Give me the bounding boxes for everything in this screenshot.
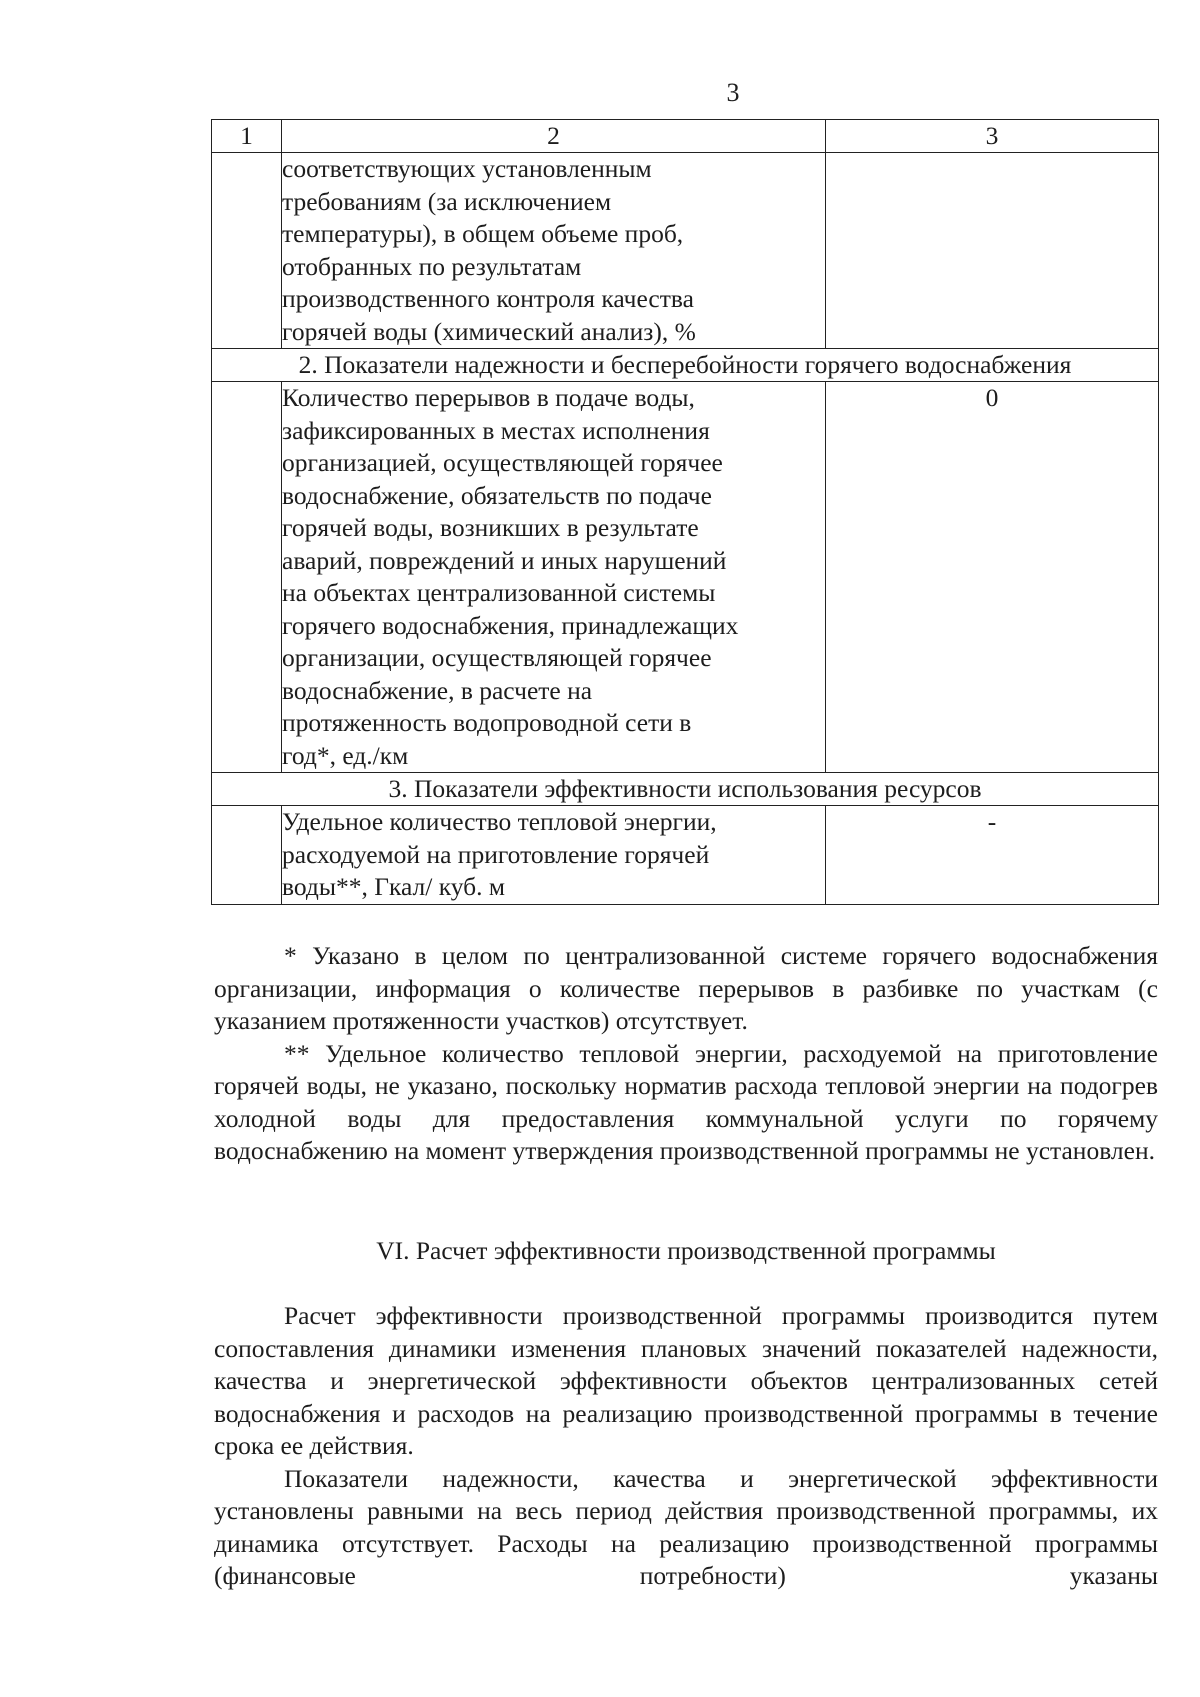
table-header-row [212, 120, 1159, 153]
section-heading-efficiency: 3. Показатели эффективности использования ресурсов [212, 773, 1159, 806]
indicator-description: соответствующих установленным требованиям (за исключением температуры), в общем объеме проб, отобранных по результатам производственного контроля качества горячей воды (химический анализ), % [282, 153, 826, 349]
indicator-value: 0 [826, 382, 1159, 773]
header-cell-2: 2 [282, 120, 826, 153]
section-title: VI. Расчет эффективности производственной программы [376, 1236, 996, 1265]
row-number-cell [212, 806, 282, 905]
table-row [212, 382, 1159, 773]
footnotes [214, 940, 1158, 1168]
paragraph-1: Расчет эффективности производственной программы производится путем сопоставления динамики изменения плановых значений показателей надежности, качества и энергетической эффективности объектов централизованных сетей водоснабжения и расходов на реализацию производственной программы в течение срока ее действия. [214, 1301, 1158, 1460]
body-text [214, 1300, 1158, 1593]
table-row [212, 806, 1159, 905]
indicator-description: Удельное количество тепловой энергии, расходуемой на приготовление горячей воды**, Гкал/ куб. м [282, 806, 826, 905]
paragraph-2: Показатели надежности, качества и энергетической эффективности установлены равными на весь период действия производственной программы, их динамика отсутствует. Расходы на реализацию производственной программы (финансовые потребности) указаны [214, 1463, 1158, 1590]
indicator-description: Количество перерывов в подаче воды, зафиксированных в местах исполнения организацией, осуществляющей горячее водоснабжение, обязательств по подаче горячей воды, возникших в результате аварий, повреждений и иных нарушений на объектах централизованной системы горячего водоснабжения, принадлежащих организации, осуществляющей горячее водоснабжение, в расчете на протяженность водопроводной сети в год*, ед./км [282, 382, 826, 773]
header-cell-3: 3 [826, 120, 1159, 153]
indicators-table [211, 119, 1159, 905]
indicator-value [826, 153, 1159, 349]
header-cell-1: 1 [212, 120, 282, 153]
indicator-value: - [826, 806, 1159, 905]
footnote-2: ** Удельное количество тепловой энергии, расходуемой на приготовление горячей воды, не указано, поскольку норматив расхода тепловой энергии на подогрев холодной воды для предоставления коммунальной услуги по горячему водоснабжению на момент утверждения производственной программы не установлен. [214, 1038, 1158, 1165]
section-heading-reliability: 2. Показатели надежности и бесперебойности горячего водоснабжения [212, 349, 1159, 382]
section-row [212, 773, 1159, 806]
footnote-1: * Указано в целом по централизованной системе горячего водоснабжения организации, информация о количестве перерывов в разбивке по участкам (с указанием протяженности участков) отсутствует. [214, 941, 1158, 1035]
page-number-wrap [0, 78, 1200, 108]
section-row [212, 349, 1159, 382]
row-number-cell [212, 153, 282, 349]
table-row [212, 153, 1159, 349]
row-number-cell [212, 382, 282, 773]
page-number: 3 [726, 78, 740, 107]
